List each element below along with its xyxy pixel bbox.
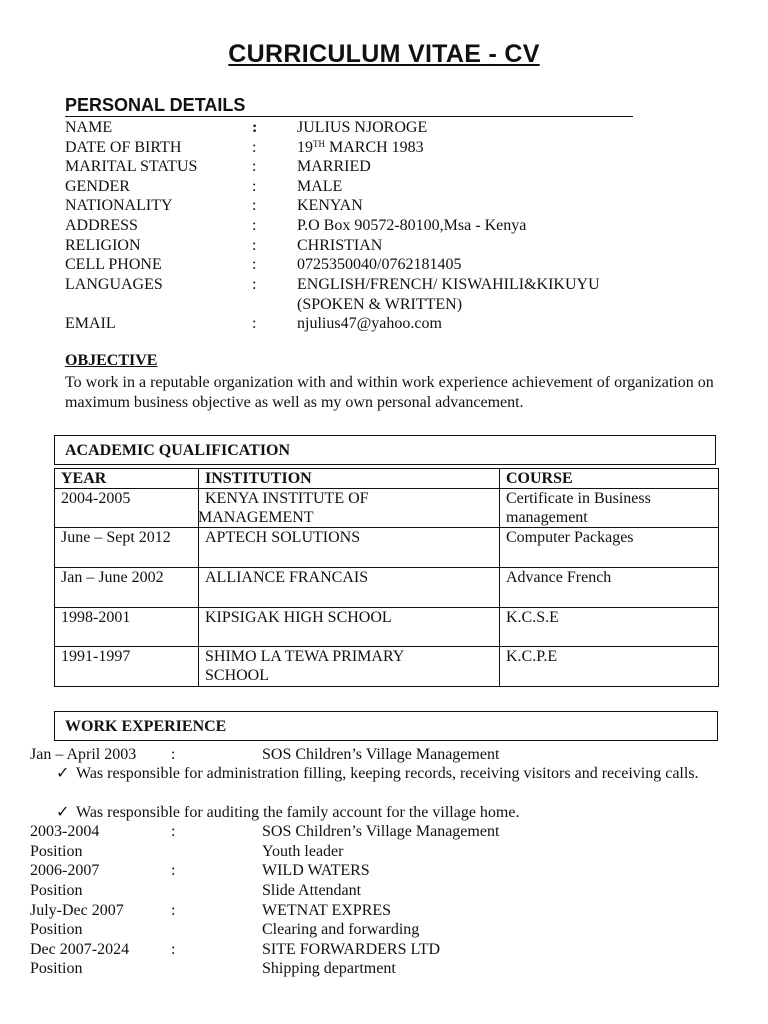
detail-value-continued: (SPOKEN & WRITTEN) xyxy=(297,296,463,313)
detail-value: MARRIED xyxy=(297,158,371,175)
detail-separator: : xyxy=(252,178,257,195)
table-header-row xyxy=(55,469,719,489)
detail-value: 0725350040/0762181405 xyxy=(297,256,462,273)
work-separator: : xyxy=(171,941,176,958)
detail-value: CHRISTIAN xyxy=(297,237,383,254)
cell-year: 1991-1997 xyxy=(55,647,199,687)
academic-qualification-heading: ACADEMIC QUALIFICATION xyxy=(54,435,716,465)
work-date: 2006-2007 xyxy=(30,862,100,879)
checkmark-icon: ✓ xyxy=(56,804,70,821)
cell-institution: SHIMO LA TEWA PRIMARY SCHOOL xyxy=(199,647,500,687)
cell-course: Certificate in Business management xyxy=(500,489,719,528)
cell-institution: ALLIANCE FRANCAIS xyxy=(199,568,500,608)
bullet-text: Was responsible for auditing the family account for the village home. xyxy=(76,804,520,821)
work-separator: : xyxy=(171,902,176,919)
table-row xyxy=(55,647,719,687)
detail-value: njulius47@yahoo.com xyxy=(297,315,442,332)
position-value: Clearing and forwarding xyxy=(262,921,420,938)
work-bullet xyxy=(56,803,706,823)
cell-year: June – Sept 2012 xyxy=(55,528,199,568)
work-separator: : xyxy=(171,862,176,879)
detail-separator: : xyxy=(252,139,257,156)
cell-year: 2004-2005 xyxy=(55,489,199,528)
cell-institution: KIPSIGAK HIGH SCHOOL xyxy=(199,608,500,647)
cell-institution: APTECH SOLUTIONS xyxy=(199,528,500,568)
cell-course: K.C.S.E xyxy=(500,608,719,647)
academic-table xyxy=(54,468,719,687)
table-row xyxy=(55,489,719,528)
detail-label: NAME xyxy=(65,119,113,136)
checkmark-icon: ✓ xyxy=(56,765,70,782)
detail-value: ENGLISH/FRENCH/ KISWAHILI&KIKUYU xyxy=(297,276,600,293)
position-label: Position xyxy=(30,882,83,899)
table-row xyxy=(55,568,719,608)
detail-label: LANGUAGES xyxy=(65,276,163,293)
cell-year: Jan – June 2002 xyxy=(55,568,199,608)
cell-institution: KENYA INSTITUTE OF MANAGEMENT xyxy=(199,489,500,528)
detail-separator: : xyxy=(252,315,257,332)
detail-value: JULIUS NJOROGE xyxy=(297,119,428,136)
work-employer: WETNAT EXPRES xyxy=(262,902,392,919)
column-header-institution: INSTITUTION xyxy=(199,469,500,489)
work-separator: : xyxy=(171,823,176,840)
detail-value: P.O Box 90572-80100,Msa - Kenya xyxy=(297,217,527,234)
detail-separator: : xyxy=(252,217,257,234)
bullet-text: Was responsible for administration filling, keeping records, receiving visitors and receiving calls. xyxy=(76,765,699,782)
page-title: CURRICULUM VITAE - CV xyxy=(228,40,540,68)
detail-separator: : xyxy=(252,119,258,136)
detail-value: KENYAN xyxy=(297,197,363,214)
detail-label: ADDRESS xyxy=(65,217,138,234)
personal-details-heading: PERSONAL DETAILS xyxy=(65,94,633,117)
position-value: Slide Attendant xyxy=(262,882,362,899)
detail-separator: : xyxy=(252,276,257,293)
column-header-year: YEAR xyxy=(55,469,199,489)
work-date: Jan – April 2003 xyxy=(30,746,137,763)
work-date: July-Dec 2007 xyxy=(30,902,124,919)
work-date: Dec 2007-2024 xyxy=(30,941,130,958)
detail-separator: : xyxy=(252,197,257,214)
detail-label: EMAIL xyxy=(65,315,116,332)
work-date: 2003-2004 xyxy=(30,823,100,840)
cell-course: K.C.P.E xyxy=(500,647,719,687)
detail-separator: : xyxy=(252,158,257,175)
detail-separator: : xyxy=(252,237,257,254)
cell-course: Computer Packages xyxy=(500,528,719,568)
position-value: Shipping department xyxy=(262,960,396,977)
table-row xyxy=(55,608,719,647)
work-separator: : xyxy=(171,746,176,763)
work-employer: SOS Children’s Village Management xyxy=(262,823,500,840)
detail-label: GENDER xyxy=(65,178,130,195)
detail-label: RELIGION xyxy=(65,237,141,254)
detail-label: DATE OF BIRTH xyxy=(65,139,182,156)
position-label: Position xyxy=(30,960,83,977)
position-label: Position xyxy=(30,921,83,938)
detail-label: MARITAL STATUS xyxy=(65,158,198,175)
detail-value: 19TH MARCH 1983 xyxy=(297,139,424,156)
cell-course: Advance French xyxy=(500,568,719,608)
position-value: Youth leader xyxy=(262,843,344,860)
objective-heading: OBJECTIVE xyxy=(65,352,158,369)
work-employer: WILD WATERS xyxy=(262,862,370,879)
detail-value: MALE xyxy=(297,178,343,195)
detail-label: CELL PHONE xyxy=(65,256,162,273)
position-label: Position xyxy=(30,843,83,860)
objective-text: To work in a reputable organization with and within work experience achievement of organization on maximum business objective as well as my own personal advancement. xyxy=(65,374,714,411)
cell-year: 1998-2001 xyxy=(55,608,199,647)
detail-separator: : xyxy=(252,256,257,273)
work-bullet xyxy=(56,764,706,784)
work-employer: SITE FORWARDERS LTD xyxy=(262,941,441,958)
work-experience-heading: WORK EXPERIENCE xyxy=(54,711,718,741)
work-employer: SOS Children’s Village Management xyxy=(262,746,500,763)
column-header-course: COURSE xyxy=(500,469,719,489)
table-row xyxy=(55,528,719,568)
detail-label: NATIONALITY xyxy=(65,197,173,214)
